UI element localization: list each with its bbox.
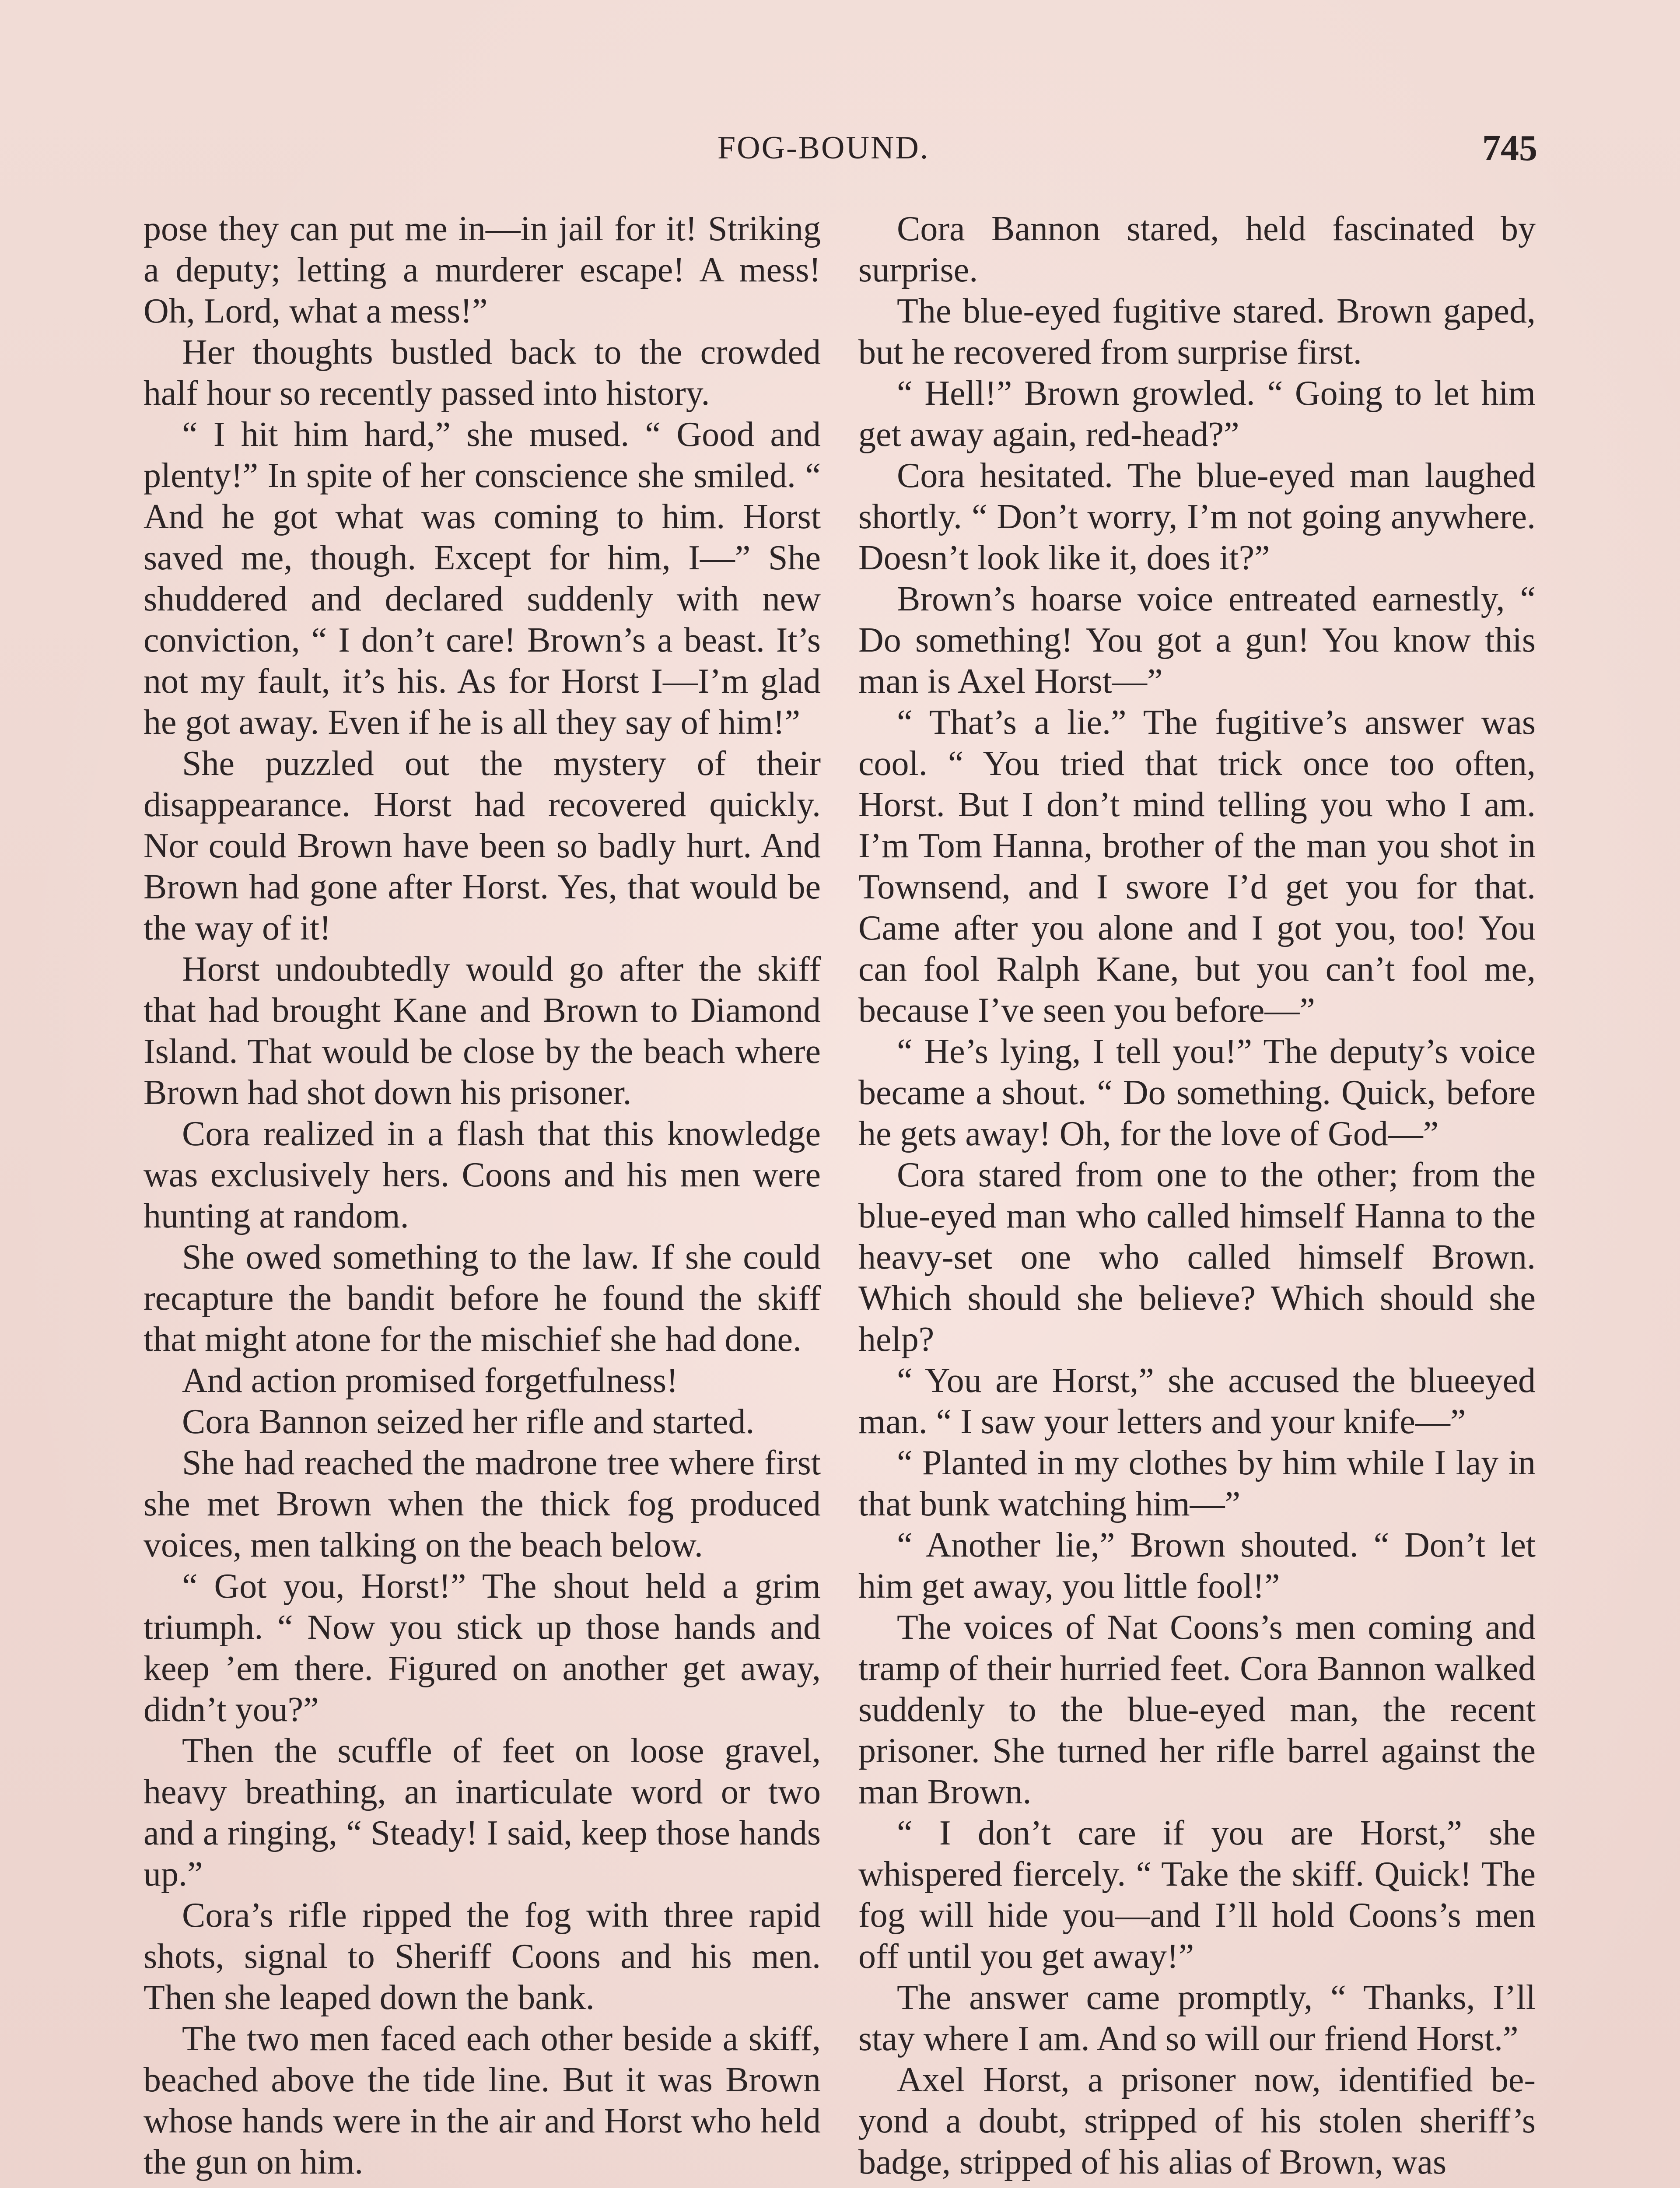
paragraph: “ Another lie,” Brown shouted. “ Don’t let him get away, you little fool!” (858, 1526, 1536, 1606)
paragraph: Cora Bannon seized her rifle and started. (182, 1403, 755, 1441)
paragraph: The answer came promptly, “ Thanks, I’ll stay where I am. And so will our friend Horst.” (858, 1978, 1536, 2058)
paragraph: Then the scuffle of feet on loose gravel, heavy breathing, an inarticulate word or two and a ringing, “ Steady! I said, keep those hands up.” (144, 1732, 821, 1893)
paragraph: The voices of Nat Coons’s men coming and tramp of their hurried feet. Cora Bannon walked suddenly to the blue-eyed man, the recent prisoner. She turned her rifle barrel against the man Brown. (858, 1608, 1536, 1811)
paragraph: Her thoughts bustled back to the crowded half hour so recently passed into history. (144, 333, 821, 413)
paragraph: “ That’s a lie.” The fugitive’s answer was cool. “ You tried that trick once too often, Horst. But I don’t mind telling you who I am. I’m Tom Hanna, brother of the man you shot in Townsend, and I swore I’d get you for that. Came after you alone and I got you, too! You can fool Ralph Kane, but you can’t fool me, because I’ve seen you before—” (858, 703, 1536, 1030)
paragraph: Cora hesitated. The blue-eyed man laughed shortly. “ Don’t worry, I’m not going anywhere. Doesn’t look like it, does it?” (858, 456, 1536, 577)
right-column (858, 208, 1536, 2183)
paragraph: “ Planted in my clothes by him while I lay in that bunk watching him—” (858, 1444, 1536, 1523)
paragraph: “ You are Horst,” she accused the blueeyed man. “ I saw your letters and your knife—” (858, 1361, 1536, 1441)
paragraph: Cora’s rifle ripped the fog with three rapid shots, signal to Sheriff Coons and his men. Then she leaped down the bank. (144, 1896, 821, 2017)
paragraph: Cora Bannon stared, held fascinated by surprise. (858, 210, 1536, 289)
paragraph: She puzzled out the mystery of their disappearance. Horst had recovered quickly. Nor could Brown have been so badly hurt. And Brown had gone after Horst. Yes, that would be the way of it! (144, 744, 821, 947)
paragraph: Cora stared from one to the other; from the blue-eyed man who called himself Hanna to the heavy-set one who called himself Brown. Which should she believe? Which should she help? (858, 1156, 1536, 1359)
paragraph: Cora realized in a flash that this knowledge was exclusively hers. Coons and his men were hunting at random. (144, 1115, 821, 1235)
running-title: FOG-BOUND. (718, 130, 930, 166)
paragraph: “ Got you, Horst!” The shout held a grim triumph. “ Now you stick up those hands and keep ’em there. Figured on another get away, didn’t you?” (144, 1567, 821, 1729)
paragraph: The two men faced each other beside a skiff, beached above the tide line. But it was Brown whose hands were in the air and Horst who held the gun on him. (144, 2020, 821, 2181)
page-number: 745 (1482, 128, 1537, 168)
paragraph: She owed something to the law. If she could recapture the bandit before he found the skiff that might atone for the mischief she had done. (144, 1238, 821, 1359)
paragraph: Horst undoubtedly would go after the skiff that had brought Kane and Brown to Diamond Island. That would be close by the beach where Brown had shot down his prisoner. (144, 950, 821, 1112)
paragraph: “ I hit him hard,” she mused. “ Good and plenty!” In spite of her conscience she smiled. “ And he got what was coming to him. Horst saved me, though. Except for him, I—” She shuddered and declared suddenly with new conviction, “ I don’t care! Brown’s a beast. It’s not my fault, it’s his. As for Horst I—I’m glad he got away. Even if he is all they say of him!” (144, 415, 821, 742)
paragraph: Axel Horst, a prisoner now, identified beyond a doubt, stripped of his stolen sheriff’s badge, stripped of his alias of Brown, was (858, 2061, 1536, 2181)
paragraph: “ I don’t care if you are Horst,” she whispered fiercely. “ Take the skiff. Quick! The fog will hide you—and I’ll hold Coons’s men off until you get away!” (858, 1814, 1536, 1976)
paragraph: And action promised forgetfulness! (182, 1361, 678, 1400)
paragraph: She had reached the madrone tree where first she met Brown when the thick fog produced voices, men talking on the beach below. (144, 1444, 821, 1564)
paragraph: “ He’s lying, I tell you!” The deputy’s voice became a shout. “ Do something. Quick, before he gets away! Oh, for the love of God—” (858, 1032, 1536, 1153)
left-column (144, 208, 821, 2183)
paragraph: “ Hell!” Brown growled. “ Going to let him get away again, red-head?” (858, 374, 1536, 454)
paragraph: pose they can put me in—in jail for it! Striking a deputy; letting a murderer escape! A mess! Oh, Lord, what a mess!” (144, 210, 821, 330)
paragraph: The blue-eyed fugitive stared. Brown gaped, but he recovered from surprise first. (858, 292, 1536, 372)
paragraph: Brown’s hoarse voice entreated earnestly, “ Do something! You got a gun! You know this man is Axel Horst—” (858, 580, 1536, 701)
